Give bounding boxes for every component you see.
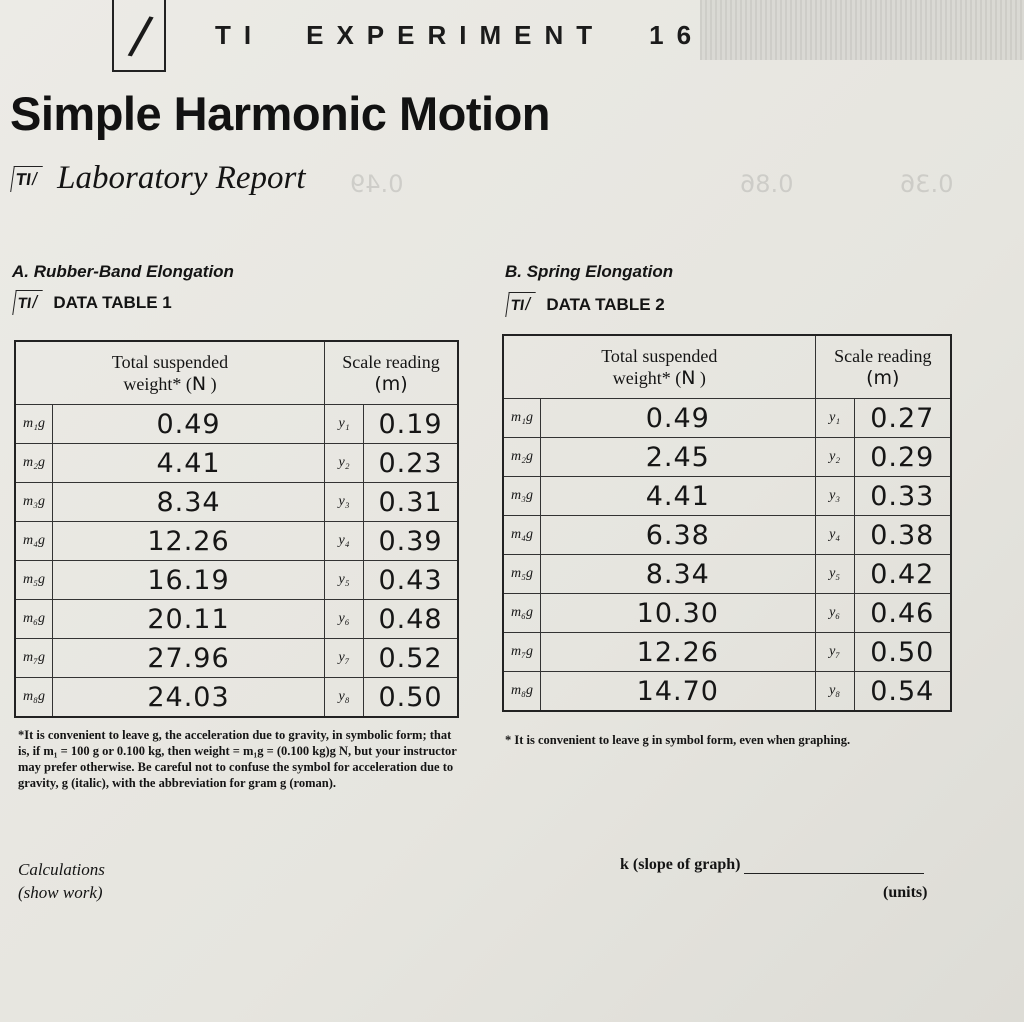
- reading-value: 0.46: [854, 594, 951, 633]
- experiment-number: 16: [649, 20, 705, 50]
- reading-label: y₆: [815, 594, 854, 633]
- table-row: [503, 672, 951, 712]
- reading-value: 0.19: [364, 405, 458, 444]
- weight-value: 4.41: [53, 444, 325, 483]
- bleed-through-mark: 0.36: [900, 170, 954, 198]
- footnote-a: *It is convenient to leave g, the acceleration due to gravity, in symbolic form; that is, if m₁ = 100 g or 0.100 kg, then weight = m₁g = (0.100 kg)g N, but your instructor may prefer otherwise. Be careful not to confuse the symbol for acceleration due to gravity, g (italic), with the abbreviation for gram g (roman).: [18, 728, 457, 790]
- weight-value: 24.03: [53, 678, 325, 718]
- experiment-word: EXPERIMENT: [306, 20, 606, 50]
- reading-label: y₈: [815, 672, 854, 712]
- table-row: [503, 594, 951, 633]
- reading-value: 0.50: [854, 633, 951, 672]
- table-row: [503, 477, 951, 516]
- weight-value: 10.30: [541, 594, 816, 633]
- mass-label: m₄g: [15, 522, 53, 561]
- units-label: (units): [883, 884, 928, 901]
- weight-value: 8.34: [541, 555, 816, 594]
- table-row: [503, 516, 951, 555]
- data-table-1: [14, 340, 459, 718]
- ti-logo-icon: TI /: [12, 290, 43, 315]
- mass-label: m₁g: [503, 399, 541, 438]
- col-header-weight-unit: N: [191, 373, 207, 395]
- data-table-2-label: [507, 292, 665, 317]
- ti-logo-icon: TI /: [505, 292, 536, 317]
- weight-value: 0.49: [53, 405, 325, 444]
- reading-value: 0.52: [364, 639, 458, 678]
- table-row: [503, 555, 951, 594]
- table-row: [503, 438, 951, 477]
- weight-value: 2.45: [541, 438, 816, 477]
- footnote-b: * It is convenient to leave g in symbol form, even when graphing.: [505, 733, 851, 747]
- mass-label: m₅g: [15, 561, 53, 600]
- mass-label: m₈g: [503, 672, 541, 712]
- slope-answer-line[interactable]: [744, 873, 924, 874]
- mass-label: m₃g: [15, 483, 53, 522]
- section-b-title: B. Spring Elongation: [505, 262, 674, 281]
- col-header-reading: [325, 341, 458, 405]
- bleed-through-mark: 0.49: [350, 170, 404, 198]
- weight-value: 20.11: [53, 600, 325, 639]
- reading-label: y₃: [815, 477, 854, 516]
- col-header-weight-line1: Total suspended: [111, 352, 229, 372]
- reading-value: 0.42: [854, 555, 951, 594]
- slope-label: k (slope of graph): [620, 856, 741, 873]
- weight-value: 12.26: [541, 633, 816, 672]
- weight-value: 16.19: [53, 561, 325, 600]
- table-row: [503, 399, 951, 438]
- weight-value: 0.49: [541, 399, 816, 438]
- col-header-reading-line1: Scale reading: [342, 352, 440, 372]
- reading-label: y₂: [815, 438, 854, 477]
- subtitle-row: [12, 160, 306, 197]
- col-header-weight-line2: weight* (N ): [612, 367, 706, 389]
- table-row: [15, 483, 458, 522]
- experiment-brand: TI: [215, 20, 265, 50]
- reading-label: y₇: [325, 639, 364, 678]
- data-table-2-title: DATA TABLE 2: [546, 294, 665, 314]
- subtitle: Laboratory Report: [57, 160, 306, 196]
- calculations-line2: (show work): [18, 883, 103, 902]
- col-header-reading-unit: (m): [374, 373, 408, 395]
- weight-value: 27.96: [53, 639, 325, 678]
- mass-label: m₂g: [15, 444, 53, 483]
- reading-label: y₆: [325, 600, 364, 639]
- col-header-weight-unit: N: [681, 367, 696, 389]
- col-header-weight: [503, 335, 815, 399]
- col-header-weight-prefix: weight* (: [123, 374, 192, 394]
- reading-label: y₁: [815, 399, 854, 438]
- reading-value: 0.48: [364, 600, 458, 639]
- mass-label: m₁g: [15, 405, 53, 444]
- table-row: [15, 405, 458, 444]
- bleed-through-mark: 0.86: [740, 170, 794, 198]
- table-row: [15, 600, 458, 639]
- col-header-reading-line1: Scale reading: [834, 346, 932, 366]
- reading-value: 0.23: [364, 444, 458, 483]
- reading-value: 0.43: [364, 561, 458, 600]
- col-header-weight-line2: weight* (N ): [123, 373, 217, 395]
- mass-label: m₄g: [503, 516, 541, 555]
- calculations-label: [18, 858, 105, 904]
- reading-value: 0.50: [364, 678, 458, 718]
- reading-label: y₂: [325, 444, 364, 483]
- table-row: [15, 561, 458, 600]
- table-row: [15, 444, 458, 483]
- mass-label: m₇g: [15, 639, 53, 678]
- reading-label: y₅: [815, 555, 854, 594]
- mass-label: m₅g: [503, 555, 541, 594]
- mass-label: m₂g: [503, 438, 541, 477]
- header-bar: [700, 0, 1024, 60]
- reading-label: y₇: [815, 633, 854, 672]
- calculations-line1: Calculations: [18, 860, 105, 879]
- slope-field: [620, 856, 924, 874]
- mass-label: m₃g: [503, 477, 541, 516]
- data-table-1-title: DATA TABLE 1: [53, 292, 172, 312]
- reading-label: y₄: [815, 516, 854, 555]
- weight-value: 6.38: [541, 516, 816, 555]
- table-row: [15, 678, 458, 718]
- mass-label: m₈g: [15, 678, 53, 718]
- reading-value: 0.27: [854, 399, 951, 438]
- reading-label: y₈: [325, 678, 364, 718]
- experiment-heading: [215, 20, 704, 51]
- reading-value: 0.29: [854, 438, 951, 477]
- col-header-weight-line1: Total suspended: [601, 346, 718, 366]
- reading-label: y₄: [325, 522, 364, 561]
- mass-label: m₆g: [503, 594, 541, 633]
- col-header-weight-prefix: weight* (: [612, 368, 682, 388]
- weight-value: 12.26: [53, 522, 325, 561]
- mass-label: m₇g: [503, 633, 541, 672]
- mass-label: m₆g: [15, 600, 53, 639]
- col-header-weight: [15, 341, 325, 405]
- section-a-title: A. Rubber-Band Elongation: [12, 262, 234, 281]
- data-table-2: [502, 334, 952, 712]
- weight-value: 14.70: [541, 672, 816, 712]
- col-header-reading: [815, 335, 951, 399]
- weight-value: 8.34: [53, 483, 325, 522]
- reading-value: 0.54: [854, 672, 951, 712]
- table-row: [503, 633, 951, 672]
- reading-label: y₃: [325, 483, 364, 522]
- reading-label: y₁: [325, 405, 364, 444]
- reading-value: 0.31: [364, 483, 458, 522]
- reading-value: 0.33: [854, 477, 951, 516]
- weight-value: 4.41: [541, 477, 816, 516]
- reading-value: 0.38: [854, 516, 951, 555]
- data-table-1-label: [14, 290, 172, 315]
- reading-value: 0.39: [364, 522, 458, 561]
- table-row: [15, 639, 458, 678]
- page-title: Simple Harmonic Motion: [10, 87, 550, 140]
- table-row: [15, 522, 458, 561]
- col-header-reading-unit: (m): [866, 367, 900, 389]
- reading-label: y₅: [325, 561, 364, 600]
- check-mark: /: [125, 4, 156, 68]
- completion-box: [112, 0, 166, 72]
- ti-logo-icon: TI /: [10, 166, 43, 192]
